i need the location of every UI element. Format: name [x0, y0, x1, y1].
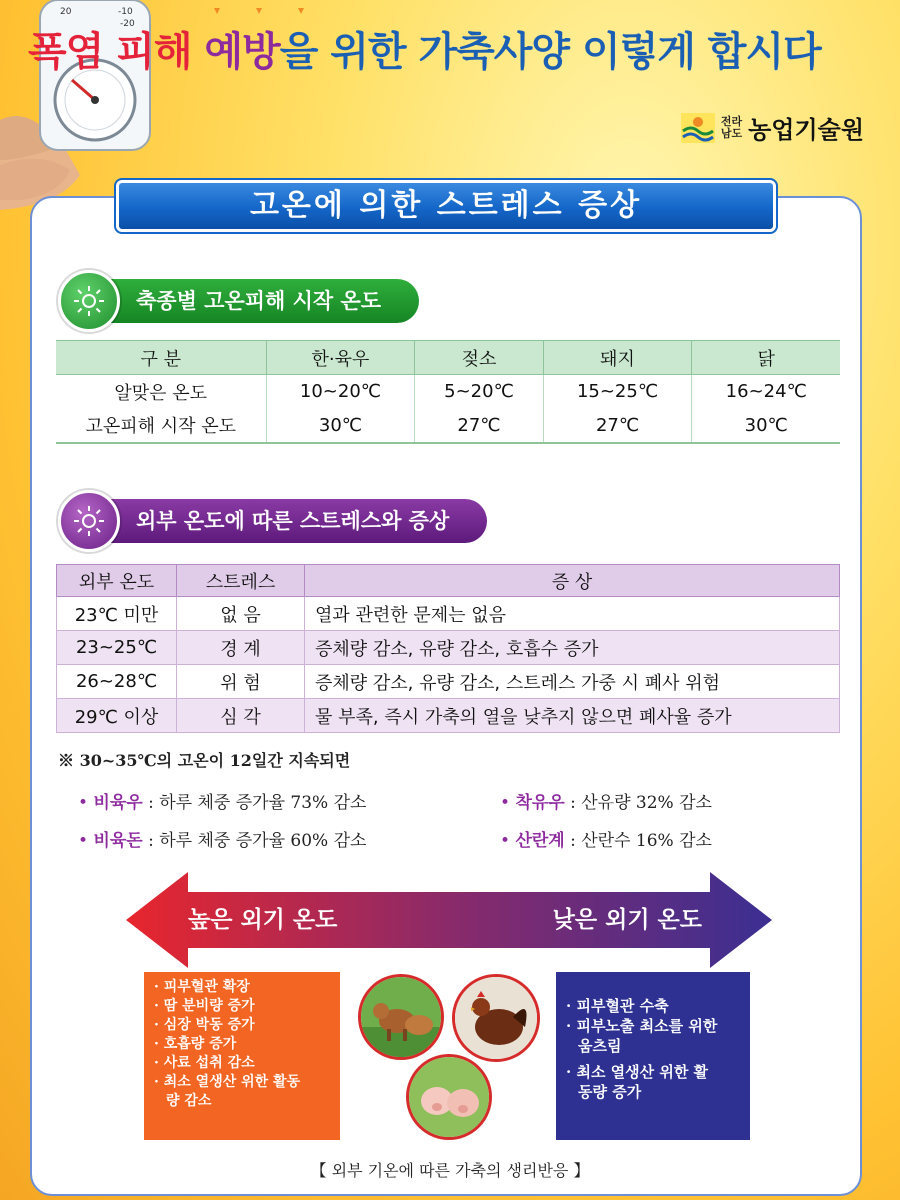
list-item: · 피부노출 최소를 위한 움츠림: [566, 1017, 718, 1055]
list-item: · 사료 섭취 감소: [154, 1055, 255, 1071]
cattle-photo: [358, 974, 444, 1060]
cell: 26~28℃: [57, 665, 177, 699]
cell: 증체량 감소, 유량 감소, 호흡수 증가: [305, 631, 840, 665]
temperature-arrow: [126, 872, 772, 968]
cell: 고온피해 시작 온도: [56, 409, 266, 443]
effect-text: : 산란수 16% 감소: [564, 831, 712, 851]
table-header-row: [56, 341, 840, 375]
chicken-photo: [452, 974, 540, 1062]
cell: 경 계: [177, 631, 305, 665]
header-outside-temp: 외부 온도: [57, 565, 177, 597]
table-row: [57, 665, 840, 699]
org-region-line1: 전라: [720, 114, 743, 128]
list-item: · 피부혈관 수축: [566, 997, 669, 1015]
section1-title: 축종별 고온피해 시작 온도: [106, 279, 419, 323]
stress-symptom-table: [56, 564, 840, 733]
pig-photo: [406, 1054, 492, 1140]
header-dairy-cow: 젖소: [415, 341, 543, 375]
cell: 23℃ 미만: [57, 597, 177, 631]
cell: 27℃: [415, 409, 543, 443]
header-symptoms: 증 상: [305, 565, 840, 597]
effect-text: : 하루 체중 증가율 73% 감소: [142, 793, 367, 813]
table-row: [57, 631, 840, 665]
high-temp-label: 높은 외기 온도: [188, 906, 338, 933]
cell: 위 험: [177, 665, 305, 699]
table-row: [56, 409, 840, 443]
header-stress: 스트레스: [177, 565, 305, 597]
title-part-heat-damage: 폭염 피해: [28, 29, 205, 75]
cell: 10~20℃: [266, 375, 415, 409]
effect-item: • 산란계 : 산란수 16% 감소: [500, 831, 712, 851]
organization: [681, 110, 864, 145]
cell: 29℃ 이상: [57, 699, 177, 733]
section1-heading: [58, 270, 419, 332]
table-row: [56, 375, 840, 409]
effect-text: : 하루 체중 증가율 60% 감소: [142, 831, 367, 851]
effect-item: • 비육돈 : 하루 체중 증가율 60% 감소: [78, 831, 367, 851]
effect-label: 착유우: [515, 793, 565, 813]
heat-note-title: ※ 30~35℃의 고온이 12일간 지속되면: [58, 751, 351, 770]
cell: 알맞은 온도: [56, 375, 266, 409]
list-item: · 심장 박동 증가: [154, 1017, 255, 1033]
title-part-livestock: 을 위한 가축사양 이렇게 합시다: [279, 29, 821, 75]
cell: 없 음: [177, 597, 305, 631]
cell: 열과 관련한 문제는 없음: [305, 597, 840, 631]
list-item: · 최소 열생산 위한 활동량 증가: [566, 1063, 709, 1101]
table-row: [57, 597, 840, 631]
header-pig: 돼지: [543, 341, 692, 375]
list-item: · 피부혈관 확장: [154, 979, 250, 995]
cell: 27℃: [543, 409, 692, 443]
header-chicken: 닭: [692, 341, 840, 375]
table-row: [57, 699, 840, 733]
effect-item: • 착유우 : 산유량 32% 감소: [500, 793, 712, 813]
cell: 증체량 감소, 유량 감소, 스트레스 가중 시 폐사 위험: [305, 665, 840, 699]
effect-text: : 산유량 32% 감소: [564, 793, 712, 813]
org-name: 농업기술원: [748, 116, 864, 144]
damage-temperature-table: [56, 340, 840, 444]
high-temp-response-box: [144, 972, 340, 1140]
header-category: 구 분: [56, 341, 266, 375]
title-part-prevention: 예방: [204, 29, 280, 75]
figure-caption: 【 외부 기온에 따른 가축의 생리반응 】: [310, 1161, 590, 1180]
org-region-line2: 남도: [720, 126, 743, 140]
cell: 물 부족, 즉시 가축의 열을 낮추지 않으면 폐사율 증가: [305, 699, 840, 733]
svg-text:20: 20: [60, 7, 72, 17]
org-region: [721, 116, 742, 140]
cell: 30℃: [266, 409, 415, 443]
list-item: · 호흡량 증가: [154, 1036, 237, 1052]
section2-title: 외부 온도에 따른 스트레스와 증상: [106, 499, 487, 543]
main-title: [28, 20, 888, 77]
section2-heading: [58, 490, 487, 552]
list-item: · 땀 분비량 증가: [154, 998, 255, 1014]
cell: 16~24℃: [692, 375, 840, 409]
effect-label: 비육돈: [93, 831, 143, 851]
cell: 23~25℃: [57, 631, 177, 665]
svg-text:-20: -20: [120, 19, 135, 29]
cell: 15~25℃: [543, 375, 692, 409]
cell: 심 각: [177, 699, 305, 733]
effect-label: 비육우: [93, 793, 143, 813]
low-temp-response-box: [556, 972, 750, 1140]
list-item: · 최소 열생산 위한 활동량 감소: [154, 1074, 301, 1109]
low-temp-label: 낮은 외기 온도: [552, 906, 702, 933]
cell: 5~20℃: [415, 375, 543, 409]
panel-title: 고온에 의한 스트레스 증상: [116, 180, 776, 232]
header-beef-cattle: 한·육우: [266, 341, 415, 375]
org-logo-icon: [681, 113, 715, 143]
table-header-row: [57, 565, 840, 597]
effect-label: 산란계: [515, 831, 565, 851]
effect-item: • 비육우 : 하루 체중 증가율 73% 감소: [78, 793, 367, 813]
svg-text:-10: -10: [118, 7, 133, 17]
sun-icon: [58, 270, 120, 332]
sun-icon: [58, 490, 120, 552]
cell: 30℃: [692, 409, 840, 443]
